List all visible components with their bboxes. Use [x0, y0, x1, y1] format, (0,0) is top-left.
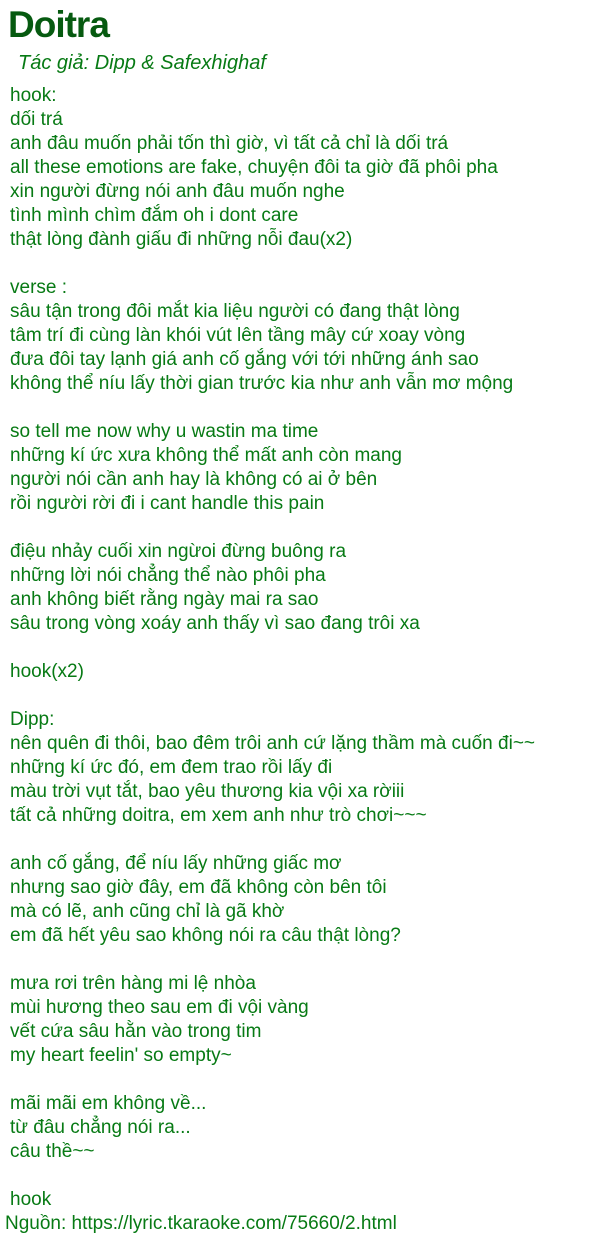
song-title: Doitra	[8, 4, 109, 45]
lyric-line: những kí ức đó, em đem trao rồi lấy đi	[10, 757, 333, 778]
stanza	[10, 852, 616, 948]
lyric-line: tình mình chìm đắm oh i dont care	[10, 205, 299, 226]
lyric-line: mưa rơi trên hàng mi lệ nhòa	[10, 973, 256, 994]
lyric-line: nên quên đi thôi, bao đêm trôi anh cứ lặng thầm mà cuốn đi~~	[10, 733, 536, 754]
lyric-line: mùi hương theo sau em đi vội vàng	[10, 997, 309, 1018]
lyric-line: hook:	[10, 85, 57, 106]
stanza	[10, 84, 616, 252]
song-author: Tác giả: Dipp & Safexhighaf	[18, 52, 266, 74]
lyric-line: rồi người rời đi i cant handle this pain	[10, 493, 325, 514]
lyric-line: verse :	[10, 277, 68, 298]
stanza	[10, 1092, 616, 1164]
lyric-line: sâu trong vòng xoáy anh thấy vì sao đang trôi xa	[10, 613, 420, 634]
lyric-line: những kí ức xưa không thể mất anh còn mang	[10, 445, 402, 466]
lyric-line: anh cố gắng, để níu lấy những giấc mơ	[10, 853, 342, 874]
stanza	[10, 1188, 616, 1212]
stanza	[10, 276, 616, 396]
lyric-line: dối trá	[10, 109, 63, 130]
lyric-line: câu thề~~	[10, 1141, 95, 1162]
lyric-line: tâm trí đi cùng làn khói vút lên tầng mây cứ xoay vòng	[10, 325, 466, 346]
source-line: Nguồn: https://lyric.tkaraoke.com/75660/2.html	[5, 1213, 397, 1234]
stanza	[10, 540, 616, 636]
lyric-line: my heart feelin' so empty~	[10, 1045, 232, 1066]
lyric-line: em đã hết yêu sao không nói ra câu thật lòng?	[10, 925, 401, 946]
lyrics-page	[0, 4, 616, 1240]
lyric-line: không thể níu lấy thời gian trước kia như anh vẫn mơ mộng	[10, 373, 514, 394]
stanza	[10, 972, 616, 1068]
stanza	[10, 420, 616, 516]
lyric-line: Dipp:	[10, 709, 55, 730]
lyric-line: so tell me now why u wastin ma time	[10, 421, 319, 442]
stanza	[10, 660, 616, 684]
lyric-line: anh đâu muốn phải tốn thì giờ, vì tất cả chỉ là dối trá	[10, 133, 449, 154]
lyric-line: mà có lẽ, anh cũng chỉ là gã khờ	[10, 901, 285, 922]
lyric-line: hook	[10, 1189, 52, 1210]
lyric-line: điệu nhảy cuối xin ngừoi đừng buông ra	[10, 541, 347, 562]
lyrics-body	[10, 84, 616, 1212]
lyric-line: người nói cần anh hay là không có ai ở bên	[10, 469, 378, 490]
lyric-line: từ đâu chẳng nói ra...	[10, 1117, 191, 1138]
lyric-line: nhưng sao giờ đây, em đã không còn bên tôi	[10, 877, 387, 898]
lyric-line: màu trời vụt tắt, bao yêu thương kia vội xa rờiii	[10, 781, 405, 802]
lyric-line: all these emotions are fake, chuyện đôi ta giờ đã phôi pha	[10, 157, 498, 178]
lyric-line: tất cả những doitra, em xem anh như trò chơi~~~	[10, 805, 427, 826]
lyric-line: thật lòng đành giấu đi những nỗi đau(x2)	[10, 229, 353, 250]
lyric-line: đưa đôi tay lạnh giá anh cố gắng với tới những ánh sao	[10, 349, 479, 370]
lyric-line: anh không biết rằng ngày mai ra sao	[10, 589, 319, 610]
lyric-line: xin người đừng nói anh đâu muốn nghe	[10, 181, 345, 202]
stanza	[10, 708, 616, 828]
lyric-line: vết cứa sâu hằn vào trong tim	[10, 1021, 262, 1042]
lyric-line: những lời nói chẳng thể nào phôi pha	[10, 565, 326, 586]
lyric-line: mãi mãi em không về...	[10, 1093, 207, 1114]
lyric-line: hook(x2)	[10, 661, 84, 682]
lyric-line: sâu tận trong đôi mắt kia liệu người có đang thật lòng	[10, 301, 460, 322]
